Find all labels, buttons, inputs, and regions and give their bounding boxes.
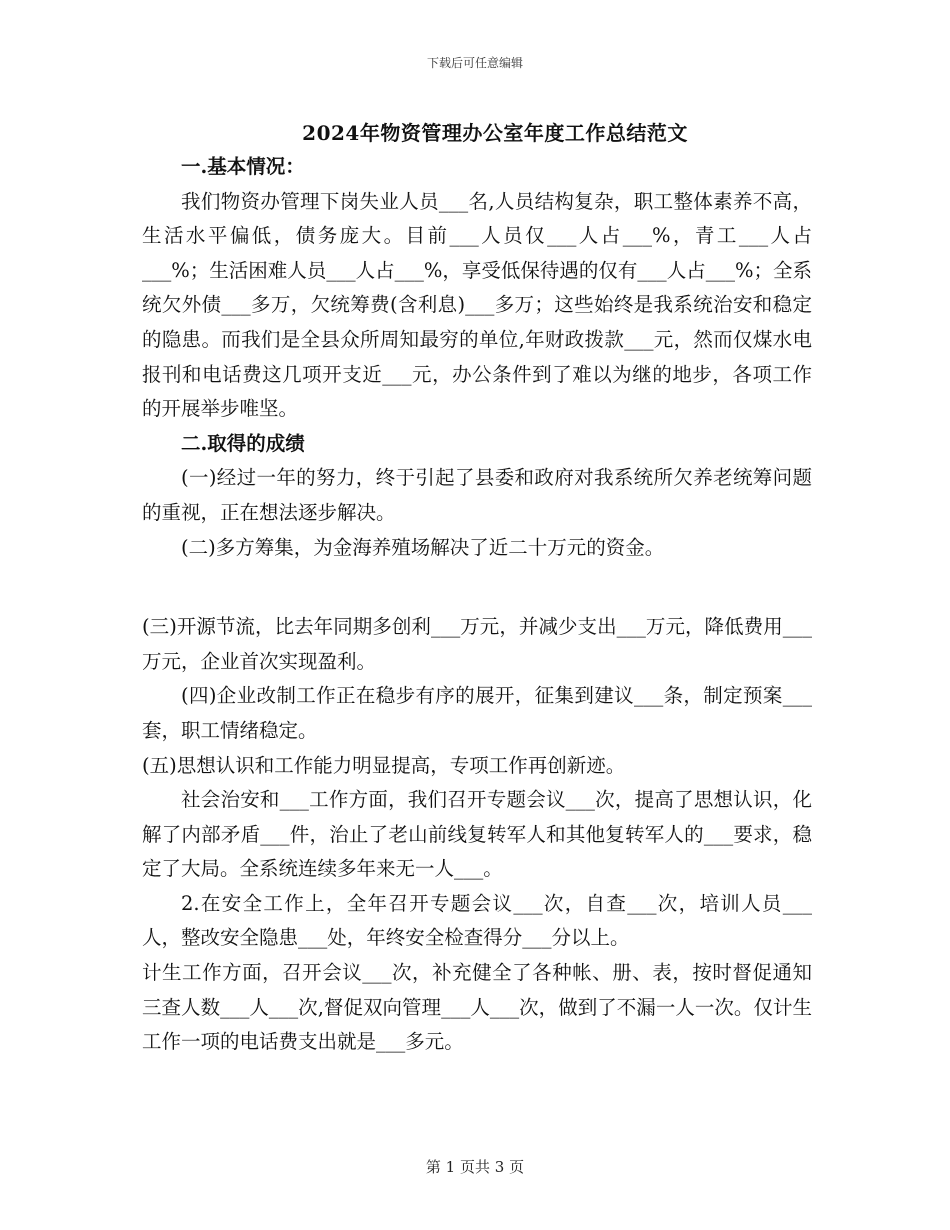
document-body bbox=[142, 150, 812, 1060]
paragraph-achievement-4: (四)企业改制工作正在稳步有序的展开，征集到建议___条，制定预案___套，职工情绪稳定。 bbox=[142, 684, 812, 742]
paragraph-achievement-2: (二)多方筹集，为金海养殖场解决了近二十万元的资金。 bbox=[181, 535, 665, 559]
paragraph-gap bbox=[142, 565, 812, 610]
section-heading-achievements: 二.取得的成绩 bbox=[181, 431, 305, 455]
paragraph-basic-situation: 我们物资办管理下岗失业人员___名,人员结构复杂，职工整体素养不高，生活水平偏低，债务庞大。目前___人员仅___人占___%，青工___人占___%；生活困难人员___人占___%，享受低保待遇的仅有___人占___%；全系统欠外债___多万，欠统筹费(含利息)___多万；这些始终是我系统治安和稳定的隐患。而我们是全县众所周知最穷的单位,年财政拨款___元，然而仅煤水电报刊和电话费这几项开支近___元，办公条件到了难以为继的地步，各项工作的开展举步唯坚。 bbox=[142, 189, 812, 421]
document-title: 2024年物资管理办公室年度工作总结范文 bbox=[302, 121, 688, 145]
section-heading-basic-situation: 一.基本情况： bbox=[181, 155, 305, 178]
paragraph-public-security: 社会治安和___工作方面，我们召开专题会议___次，提高了思想认识，化解了内部矛盾___件，治止了老山前线复转军人和其他复转军人的___要求，稳定了大局。全系统连续多年来无一人___。 bbox=[142, 788, 812, 881]
paragraph-safety-work: 2.在安全工作上，全年召开专题会议___次，自查___次，培训人员___人，整改安全隐患___处，年终安全检查得分___分以上。 bbox=[142, 891, 812, 950]
paragraph-family-planning: 计生工作方面，召开会议___次，补充健全了各种帐、册、表，按时督促通知三查人数___人___次,督促双向管理___人___次，做到了不漏一人一次。仅计生工作一项的电话费支出就是___多元。 bbox=[142, 961, 812, 1054]
paragraph-achievement-1: (一)经过一年的努力，终于引起了县委和政府对我系统所欠养老统筹问题的重视，正在想法逐步解决。 bbox=[142, 466, 812, 524]
paragraph-achievement-3: (三)开源节流，比去年同期多创利___万元，并减少支出___万元，降低费用___万元，企业首次实现盈利。 bbox=[142, 615, 812, 673]
page-header: 下载后可任意编辑 bbox=[426, 56, 523, 70]
paragraph-achievement-5: (五)思想认识和工作能力明显提高，专项工作再创新迹。 bbox=[142, 753, 626, 777]
page-footer: 第 1 页共 3 页 bbox=[425, 1158, 525, 1176]
